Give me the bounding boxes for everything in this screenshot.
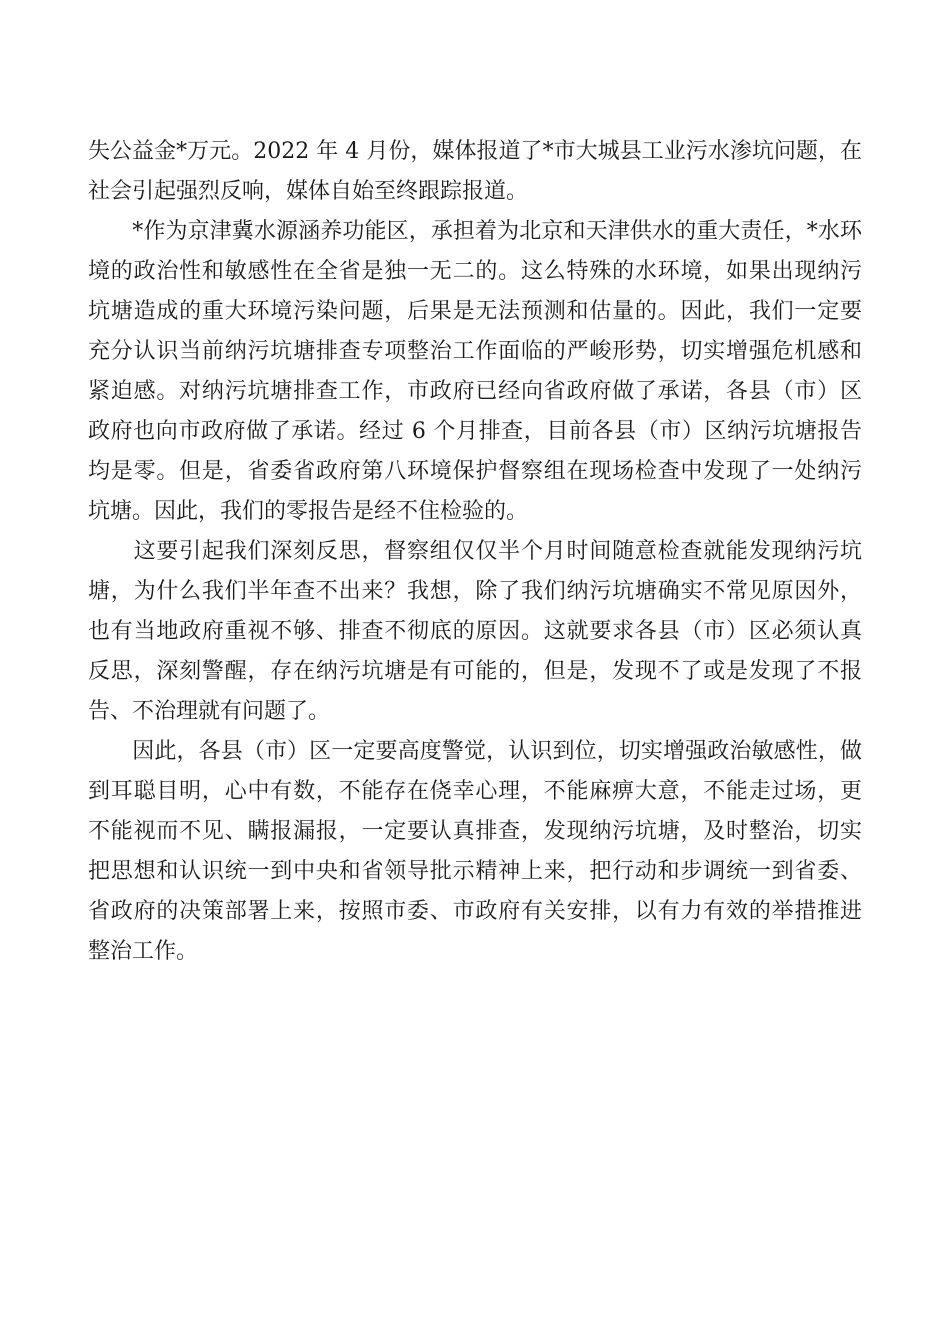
paragraph	[88, 532, 862, 732]
text-line: 紧迫感。对纳污坑塘排查工作，市政府已经向省政府做了承诺，各县（市）区	[88, 379, 862, 404]
text-line: 反思，深刻警醒，存在纳污坑塘是有可能的，但是，发现不了或是发现了不报	[88, 659, 862, 684]
document-body	[88, 132, 862, 972]
text-line: 省政府的决策部署上来，按照市委、市政府有关安排，以有力有效的举措推进	[88, 899, 862, 924]
text-line: 到耳聪目明，心中有数，不能存在侥幸心理，不能麻痹大意，不能走过场，更	[88, 779, 862, 804]
text-line: 坑塘。因此，我们的零报告是经不住检验的。	[88, 499, 529, 524]
text-line: 充分认识当前纳污坑塘排查专项整治工作面临的严峻形势，切实增强危机感和	[88, 339, 862, 364]
text-line: *作为京津冀水源涵养功能区，承担着为北京和天津供水的重大责任，*水环	[88, 219, 862, 244]
text-line: 把思想和认识统一到中央和省领导批示精神上来，把行动和步调统一到省委、	[88, 859, 862, 884]
text-line: 整治工作。	[88, 939, 199, 964]
text-line: 政府也向市政府做了承诺。经过 6 个月排查，目前各县（市）区纳污坑塘报告	[88, 419, 862, 444]
paragraph	[88, 732, 862, 972]
text-line: 境的政治性和敏感性在全省是独一无二的。这么特殊的水环境，如果出现纳污	[88, 259, 862, 284]
text-line: 社会引起强烈反响，媒体自始至终跟踪报道。	[88, 179, 529, 204]
text-line: 失公益金*万元。2022 年 4 月份，媒体报道了*市大城县工业污水渗坑问题，在	[88, 139, 862, 164]
text-line: 均是零。但是，省委省政府第八环境保护督察组在现场检查中发现了一处纳污	[88, 459, 862, 484]
text-line: 告、不治理就有问题了。	[88, 699, 331, 724]
paragraph	[88, 212, 862, 532]
text-line: 坑塘造成的重大环境污染问题，后果是无法预测和估量的。因此，我们一定要	[88, 299, 862, 324]
text-line: 这要引起我们深刻反思，督察组仅仅半个月时间随意检查就能发现纳污坑	[88, 539, 862, 564]
text-line: 不能视而不见、瞒报漏报，一定要认真排查，发现纳污坑塘，及时整治，切实	[88, 819, 862, 844]
text-line: 因此，各县（市）区一定要高度警觉，认识到位，切实增强政治敏感性，做	[88, 739, 862, 764]
text-line: 也有当地政府重视不够、排查不彻底的原因。这就要求各县（市）区必须认真	[88, 619, 862, 644]
text-line: 塘，为什么我们半年查不出来？我想，除了我们纳污坑塘确实不常见原因外，	[88, 579, 862, 604]
paragraph	[88, 132, 862, 212]
